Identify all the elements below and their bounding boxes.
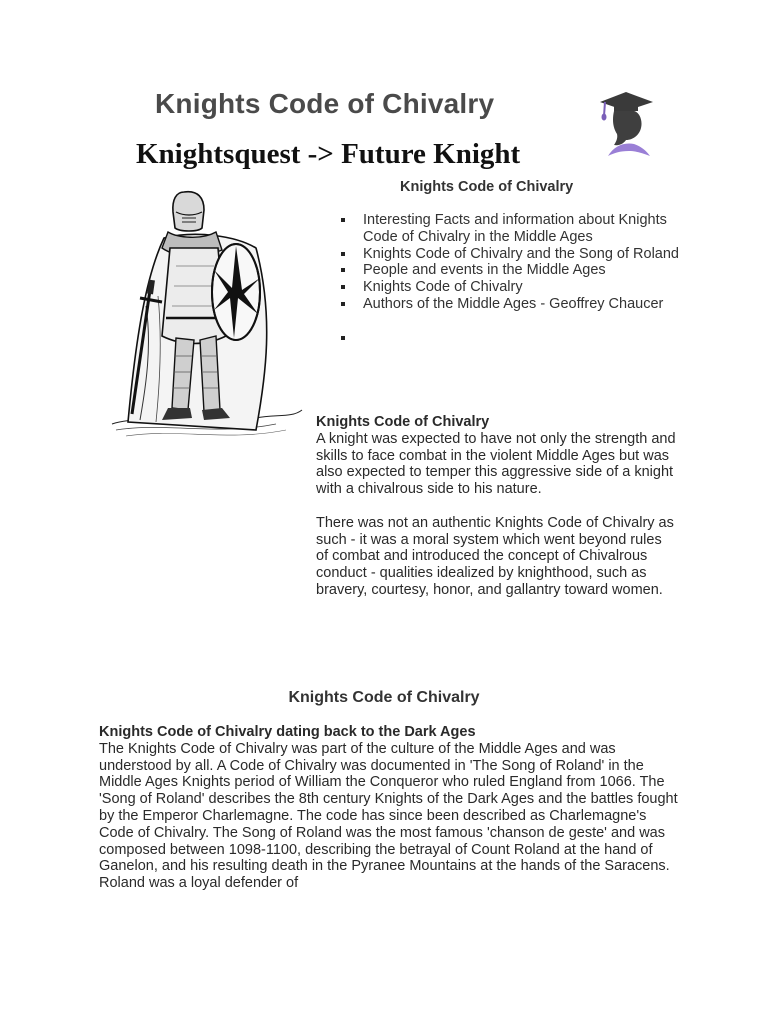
related-link-item[interactable]: Interesting Facts and information about Knights Code of Chivalry in the Middle Ages: [340, 212, 680, 246]
related-link-item[interactable]: Knights Code of Chivalry: [340, 279, 680, 296]
intro-heading: Knights Code of Chivalry: [316, 414, 490, 430]
intro-section: [316, 414, 676, 599]
section-subheading: Knights Code of Chivalry dating back to the Dark Ages: [99, 724, 476, 740]
section-heading: Knights Code of Chivalry: [288, 689, 480, 706]
empty-list-item: [340, 330, 680, 347]
section-body-text: The Knights Code of Chivalry was part of the culture of the Middle Ages and was understood by all. A Code of Chivalry was documented in 'The Song of Roland' in the Middle Ages Knights period of William the Conqueror who ruled England from 1066. The 'Song of Roland' describes the 8th century Knights of the Dark Ages and the battles fought by the Emperor Charlemagne. The code has since been described as Charlemagne's Code of Chivalry. The Song of Roland was the most famous 'chanson de geste' and was composed between 1098-1100, describing the betrayal of Count Roland at the hand of Ganelon, and his resulting death in the Pyranee Mountains at the hands of the Saracens. Roland was a loyal defender of: [99, 740, 678, 892]
side-heading: Knights Code of Chivalry: [400, 179, 574, 195]
knight-with-shield-illustration: [106, 186, 306, 448]
site-subtitle: Knightsquest -> Future Knight: [136, 138, 521, 170]
related-link-item[interactable]: Knights Code of Chivalry and the Song of Roland: [340, 246, 680, 263]
related-link-item[interactable]: People and events in the Middle Ages: [340, 262, 680, 279]
page-title: Knights Code of Chivalry: [155, 88, 495, 119]
related-link-item[interactable]: Authors of the Middle Ages - Geoffrey Chaucer: [340, 296, 680, 313]
graduate-silhouette-icon: [596, 90, 656, 158]
related-links-list: [340, 212, 680, 347]
body-section: [99, 724, 679, 892]
intro-paragraph: There was not an authentic Knights Code of Chivalry as such - it was a moral system which went beyond rules of combat and introduced the concept of Chivalrous conduct - qualities idealized by knighthood, such as bravery, courtesy, honor, and gallantry toward women.: [316, 514, 674, 598]
intro-paragraph: A knight was expected to have not only the strength and skills to face combat in the violent Middle Ages but was also expected to temper this aggressive side of a knight with a chivalrous side to his nature.: [316, 430, 676, 498]
